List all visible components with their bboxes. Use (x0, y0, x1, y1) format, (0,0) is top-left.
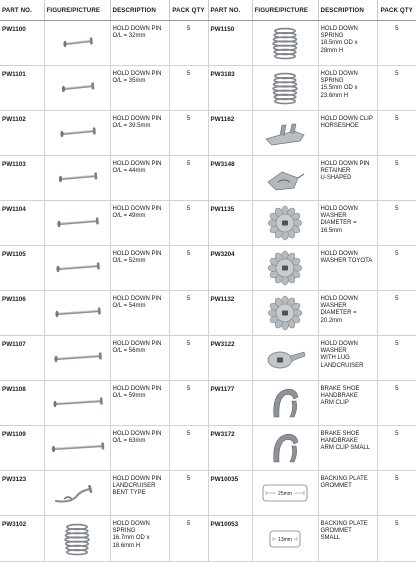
figure-cell (44, 156, 110, 201)
part-number: PW10053 (208, 516, 252, 562)
figure-cell (44, 471, 110, 516)
pin-icon (45, 248, 110, 288)
description-line: HORSESHOE (320, 123, 359, 130)
part-number: PW1135 (208, 201, 252, 246)
spring-icon (253, 23, 318, 63)
pack-qty: 5 (169, 156, 208, 201)
figure-cell (252, 516, 318, 562)
description-line: O/L = 39.5mm (112, 123, 151, 130)
description (110, 246, 169, 291)
pack-qty: 5 (169, 21, 208, 66)
figure-cell (44, 201, 110, 246)
spring-icon (253, 68, 318, 108)
clip-icon (253, 113, 318, 153)
pack-qty: 5 (377, 516, 416, 562)
description-line: O/L = 56mm (112, 348, 146, 355)
part-number: PW1106 (0, 291, 44, 336)
description-line: BACKING PLATE (320, 521, 368, 527)
part-number: PW3122 (208, 336, 252, 381)
description-line: GROMMET (320, 483, 352, 490)
retainer-icon (253, 158, 318, 198)
description-line: 18.5mm OD x (320, 40, 358, 47)
pin-icon (45, 113, 110, 153)
figure-cell (252, 291, 318, 336)
pack-qty: 5 (377, 156, 416, 201)
description-line: WASHER (320, 348, 347, 355)
description (318, 21, 377, 66)
description-line: HOLD DOWN PIN (112, 116, 162, 122)
table-row (0, 156, 416, 201)
description-line: 15.5mm OD x (320, 85, 358, 92)
arm-clip-icon (253, 383, 318, 423)
description-line: SMALL (320, 535, 341, 542)
part-number: PW1101 (0, 66, 44, 111)
description-line: HOLD DOWN (320, 251, 358, 257)
description-line: BENT TYPE (112, 490, 146, 497)
figure-cell (44, 336, 110, 381)
header-part-no: PART NO. (0, 0, 44, 21)
description-line: O/L = 44mm (112, 168, 146, 175)
description (110, 516, 169, 562)
pack-qty: 5 (169, 201, 208, 246)
part-number: PW1102 (0, 111, 44, 156)
pack-qty: 5 (377, 246, 416, 291)
table-row (0, 246, 416, 291)
header-pack-qty: PACK QTY (377, 0, 416, 21)
description (110, 291, 169, 336)
pin-icon (45, 203, 110, 243)
description (318, 336, 377, 381)
part-number: PW3148 (208, 156, 252, 201)
pack-qty: 5 (169, 246, 208, 291)
part-number: PW1103 (0, 156, 44, 201)
description-line: HANDBRAKE (320, 438, 358, 445)
header-part-no: PART NO. (208, 0, 252, 21)
figure-cell (44, 246, 110, 291)
header-description: DESCRIPTION (318, 0, 377, 21)
description-line: HOLD DOWN PIN (112, 206, 162, 212)
pack-qty: 5 (377, 291, 416, 336)
part-number: PW1150 (208, 21, 252, 66)
figure-cell (252, 426, 318, 471)
part-number: PW1105 (0, 246, 44, 291)
description-line: HOLD DOWN PIN (112, 386, 162, 392)
description-line: HOLD DOWN PIN (112, 476, 162, 482)
pack-qty: 5 (377, 426, 416, 471)
description (318, 111, 377, 156)
pack-qty: 5 (377, 66, 416, 111)
lug-washer-icon (253, 338, 318, 378)
pack-qty: 5 (377, 381, 416, 426)
description (318, 201, 377, 246)
part-number: PW3172 (208, 426, 252, 471)
description-line: HOLD DOWN (320, 26, 358, 32)
description-line: 16.5mm (320, 227, 343, 234)
table-row (0, 111, 416, 156)
description (110, 21, 169, 66)
description-line: HOLD DOWN (320, 71, 358, 77)
part-number: PW1104 (0, 201, 44, 246)
figure-cell (44, 21, 110, 66)
description-line: HOLD DOWN PIN (112, 431, 162, 437)
pack-qty: 5 (169, 66, 208, 111)
description (110, 471, 169, 516)
description-line: LANDCRUISER (320, 362, 364, 369)
figure-cell (44, 426, 110, 471)
table-row (0, 291, 416, 336)
pack-qty: 5 (169, 516, 208, 562)
description-line: HOLD DOWN PIN (112, 341, 162, 347)
part-number: PW3183 (208, 66, 252, 111)
description (318, 246, 377, 291)
description-line: 18.6mm H (112, 542, 141, 549)
description-line: U-SHAPED (320, 175, 352, 182)
header-description: DESCRIPTION (110, 0, 169, 21)
description-line: WASHER TOYOTA (320, 258, 373, 265)
description-line: 20.2mm (320, 317, 343, 324)
pin-icon (45, 68, 110, 108)
description-line: O/L = 54mm (112, 303, 146, 310)
part-number: PW1177 (208, 381, 252, 426)
description-line: HOLD DOWN (320, 206, 358, 212)
grommet-icon (253, 519, 318, 559)
washer-icon (253, 203, 318, 243)
table-row (0, 21, 416, 66)
description-line: HOLD DOWN PIN (112, 251, 162, 257)
description (110, 156, 169, 201)
spring-icon (45, 519, 110, 559)
table-row (0, 66, 416, 111)
description (318, 156, 377, 201)
part-number: PW1107 (0, 336, 44, 381)
description (318, 291, 377, 336)
part-number: PW1109 (0, 426, 44, 471)
part-number: PW1132 (208, 291, 252, 336)
part-number: PW3204 (208, 246, 252, 291)
description-line: HOLD DOWN PIN (320, 161, 370, 167)
pack-qty: 5 (169, 471, 208, 516)
grommet-icon (253, 473, 318, 513)
figure-cell (252, 21, 318, 66)
pack-qty: 5 (169, 381, 208, 426)
description-line: WASHER (320, 303, 347, 310)
figure-cell (44, 66, 110, 111)
description-line: BRAKE SHOE (320, 431, 360, 437)
figure-cell (252, 66, 318, 111)
table-row (0, 471, 416, 516)
pin-icon (45, 23, 110, 63)
description-line: O/L = 59mm (112, 393, 146, 400)
description-line: WASHER (320, 213, 347, 220)
description (110, 336, 169, 381)
figure-cell (252, 201, 318, 246)
description-line: HOLD DOWN CLIP (320, 116, 373, 122)
figure-cell (252, 246, 318, 291)
description-line: HOLD DOWN (112, 521, 150, 527)
part-number: PW3123 (0, 471, 44, 516)
bent-pin-icon (45, 473, 110, 513)
description-line: 23.6mm H (320, 92, 349, 99)
grommet-dimension: 13mm (278, 536, 292, 543)
table-row (0, 381, 416, 426)
pin-icon (45, 158, 110, 198)
description-line: DIAMETER = (320, 310, 357, 317)
figure-cell (44, 516, 110, 562)
description (318, 66, 377, 111)
figure-cell (252, 111, 318, 156)
description-line: HOLD DOWN PIN (112, 161, 162, 167)
description-line: WITH LUG (320, 355, 350, 362)
description (110, 201, 169, 246)
table-header (0, 0, 416, 21)
description-line: BRAKE SHOE (320, 386, 360, 392)
washer-icon (253, 293, 318, 333)
description-line: DIAMETER = (320, 220, 357, 227)
description-line: 28mm H (320, 47, 344, 54)
description-line: SPRING (320, 78, 344, 85)
washer-icon (253, 248, 318, 288)
figure-cell (252, 471, 318, 516)
pack-qty: 5 (169, 426, 208, 471)
pack-qty: 5 (377, 201, 416, 246)
description-line: ARM CLIP (320, 400, 349, 407)
header-figure: FIGURE/PICTURE (44, 0, 110, 21)
description-line: SPRING (112, 528, 136, 535)
description-line: HOLD DOWN PIN (112, 71, 162, 77)
figure-cell (44, 111, 110, 156)
pin-icon (45, 383, 110, 423)
table-row (0, 336, 416, 381)
figure-cell (252, 381, 318, 426)
description-line: HANDBRAKE (320, 393, 358, 400)
part-number: PW1108 (0, 381, 44, 426)
pack-qty: 5 (169, 336, 208, 381)
description-line: O/L = 63mm (112, 438, 146, 445)
pack-qty: 5 (377, 111, 416, 156)
description-line: HOLD DOWN (320, 341, 358, 347)
description (318, 516, 377, 562)
pin-icon (45, 293, 110, 333)
header-pack-qty: PACK QTY (169, 0, 208, 21)
table-row (0, 516, 416, 562)
part-number: PW1162 (208, 111, 252, 156)
figure-cell (252, 336, 318, 381)
pack-qty: 5 (169, 291, 208, 336)
pack-qty: 5 (377, 471, 416, 516)
description-line: BACKING PLATE (320, 476, 368, 482)
pack-qty: 5 (377, 336, 416, 381)
description-line: 16.7mm OD x (112, 535, 150, 542)
figure-cell (44, 381, 110, 426)
description (110, 381, 169, 426)
description (318, 381, 377, 426)
arm-clip-icon (253, 428, 318, 468)
description-line: LANDCRUISER (112, 483, 156, 490)
pin-icon (45, 338, 110, 378)
grommet-dimension: 25mm (278, 491, 292, 498)
description (110, 426, 169, 471)
pack-qty: 5 (169, 111, 208, 156)
header-figure: FIGURE/PICTURE (252, 0, 318, 21)
description-line: HOLD DOWN PIN (112, 26, 162, 32)
part-number: PW10035 (208, 471, 252, 516)
description (110, 111, 169, 156)
description-line: O/L = 32mm (112, 33, 146, 40)
part-number: PW1100 (0, 21, 44, 66)
description (318, 471, 377, 516)
part-number: PW3102 (0, 516, 44, 562)
description-line: SPRING (320, 33, 344, 40)
description (318, 426, 377, 471)
description-line: GROMMET (320, 528, 352, 535)
description-line: HOLD DOWN (320, 296, 358, 302)
table-row (0, 201, 416, 246)
description-line: RETAINER (320, 168, 351, 175)
pack-qty: 5 (377, 21, 416, 66)
pin-icon (45, 428, 110, 468)
figure-cell (252, 156, 318, 201)
description-line: ARM CLIP SMALL (320, 445, 371, 452)
figure-cell (44, 291, 110, 336)
description-line: HOLD DOWN PIN (112, 296, 162, 302)
description (110, 66, 169, 111)
table-row (0, 426, 416, 471)
description-line: O/L = 35mm (112, 78, 146, 85)
description-line: O/L = 49mm (112, 213, 146, 220)
description-line: O/L = 52mm (112, 258, 146, 265)
